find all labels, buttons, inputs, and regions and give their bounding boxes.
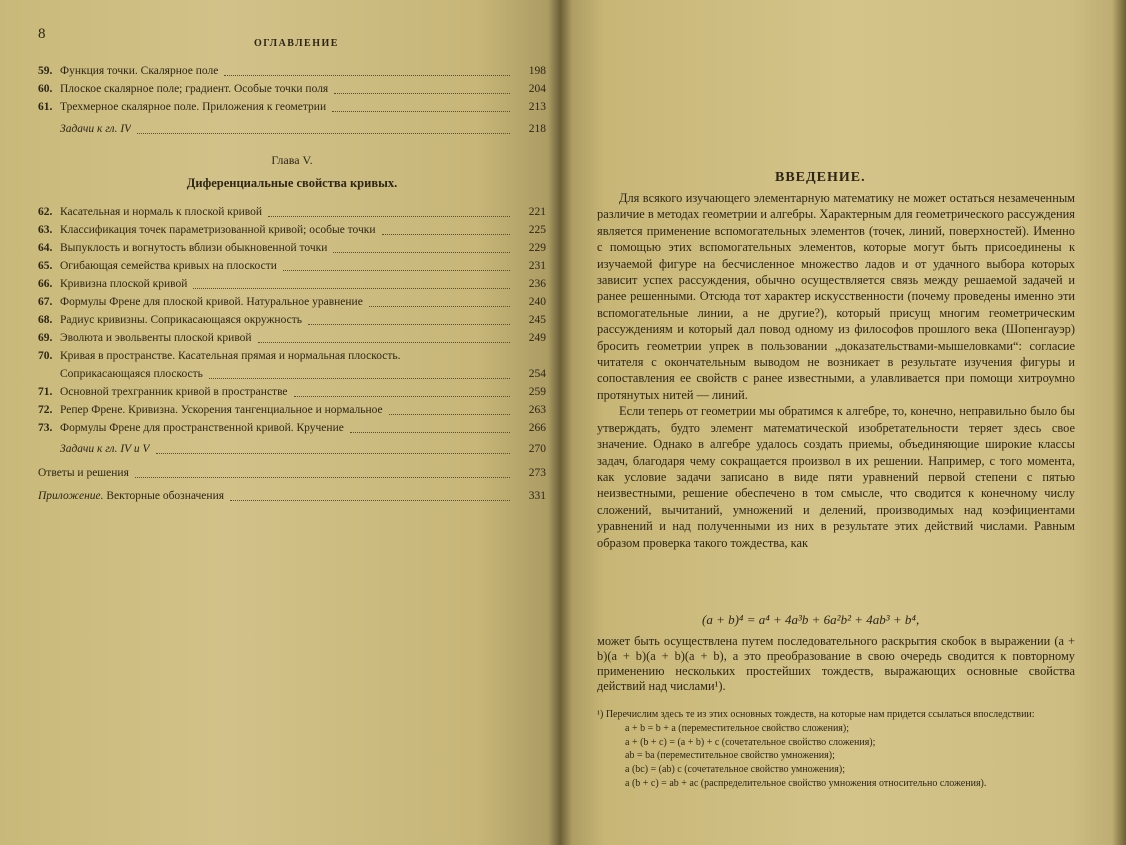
toc-leader	[333, 252, 510, 253]
toc-entry	[38, 275, 546, 293]
toc-entry-number: 62.	[38, 206, 53, 218]
toc-entry-page: 240	[528, 296, 546, 308]
toc-entry	[38, 98, 546, 116]
toc-leader	[294, 396, 510, 397]
page-edge-shadow	[1112, 0, 1126, 845]
toc-leader	[230, 500, 510, 501]
toc-leader	[135, 477, 510, 478]
paragraph: Если теперь от геометрии мы обратимся к алгебре, то, конечно, неправильно было бы утверждать, будто элемент математической изобретательности теряет здесь свое значение. Однако в алгебре удалось создать приемы, объединяющие широкие классы задач, благодаря чему сокращается произвол в их решении. Например, с того момента, как условие задачи записано в виде пяти уравнений первой степени с пятью неизвестными, решение обеспечено в том смысле, что сводится к конечному числу сложений, вычитаний, умножений и делений, производимых над коэфициентами уравнений и над полученными из них в результате этих действий числами. Равным образом проверка такого тождества, как	[597, 404, 1075, 550]
toc-entry-number: 72.	[38, 404, 53, 416]
toc-entry-page: 218	[528, 123, 546, 135]
toc-leader	[369, 306, 510, 307]
toc-entry-number: 71.	[38, 386, 53, 398]
toc-entry-title	[38, 488, 224, 505]
toc-entry-page: 236	[528, 278, 546, 290]
appendix-title: Векторные обозначения	[103, 490, 225, 502]
toc-entry	[38, 419, 546, 437]
toc-entry-number: 63.	[38, 224, 53, 236]
footnote-line: a + (b + c) = (a + b) + c (сочетательное свойство сложения);	[625, 736, 876, 748]
toc-entry	[38, 293, 546, 311]
toc-entry-title: Классификация точек параметризованной кривой; особые точки	[60, 224, 376, 236]
left-page	[0, 0, 560, 845]
toc-leader	[350, 432, 510, 433]
book-gutter	[548, 0, 572, 845]
toc-entry-number: 69.	[38, 332, 53, 344]
toc-leader	[137, 133, 510, 134]
toc-entry-70-line2	[38, 365, 546, 383]
toc-leader	[382, 234, 510, 235]
toc-entry-page: 249	[528, 332, 546, 344]
toc-entry-page: 225	[528, 224, 546, 236]
toc-entry-title: Формулы Френе для плоской кривой. Натуральное уравнение	[60, 296, 363, 308]
toc-entry-number: 68.	[38, 314, 53, 326]
toc-entry-title: Эволюта и эвольвенты плоской кривой	[60, 332, 252, 344]
toc-list-ch5	[38, 203, 546, 505]
page-number: 8	[38, 26, 46, 42]
introduction-body	[597, 190, 1075, 551]
toc-entry-title-continued: Соприкасающаяся плоскость	[60, 368, 203, 380]
toc-entry-title: Функция точки. Скалярное поле	[60, 65, 219, 77]
toc-entry-title: Задачи к гл. IV и V	[60, 443, 150, 455]
introduction-body-continued	[597, 634, 1075, 694]
toc-entry-number: 64.	[38, 242, 53, 254]
toc-leader	[283, 270, 510, 271]
toc-entry-title: Формулы Френе для пространственной кривой. Кручение	[60, 422, 344, 434]
toc-leader	[308, 324, 510, 325]
binomial-formula: (a + b)⁴ = a⁴ + 4a³b + 6a²b² + 4ab³ + b⁴,	[702, 612, 920, 627]
appendix-label: Приложение.	[38, 490, 104, 502]
toc-entry-page: 231	[528, 260, 546, 272]
toc-entry-page: 254	[528, 368, 546, 380]
toc-entry-page: 331	[528, 490, 546, 502]
toc-leader	[258, 342, 510, 343]
toc-leader	[334, 93, 510, 94]
toc-entry-title: Касательная и нормаль к плоской кривой	[60, 206, 263, 218]
toc-entry-title: Кривизна плоской кривой	[60, 278, 188, 290]
toc-entry-page: 270	[528, 443, 546, 455]
toc-entry-title: Плоское скалярное поле; градиент. Особые точки поля	[60, 83, 329, 95]
toc-entry	[38, 221, 546, 239]
toc-leader	[332, 111, 510, 112]
toc-list-top	[38, 62, 546, 138]
toc-entry-page: 266	[528, 422, 546, 434]
toc-leader	[156, 453, 511, 454]
toc-entry-number: 65.	[38, 260, 53, 272]
toc-appendix	[38, 487, 546, 505]
toc-leader	[224, 75, 510, 76]
toc-entry-title: Выпуклость и вогнутость вблизи обыкновенной точки	[60, 242, 328, 254]
toc-entry-page: 204	[528, 83, 546, 95]
chapter-heading	[38, 152, 546, 192]
toc-entry	[38, 203, 546, 221]
toc-entry	[38, 62, 546, 80]
toc-entry-title: Трехмерное скалярное поле. Приложения к геометрии	[60, 101, 327, 113]
toc-problems-4-5	[38, 440, 546, 458]
toc-entry-page: 263	[528, 404, 546, 416]
chapter-title: Диференциальные свойства кривых.	[186, 176, 398, 190]
toc-entry-title: Радиус кривизны. Соприкасающаяся окружность	[60, 314, 302, 326]
toc-leader	[268, 216, 510, 217]
toc-entry	[38, 401, 546, 419]
toc-leader	[209, 378, 510, 379]
toc-entry-page: 213	[528, 101, 546, 113]
footnote-line: a + b = b + a (переместительное свойство сложения);	[625, 722, 850, 734]
toc-entry-title: Задачи к гл. IV	[60, 123, 132, 135]
chapter-label: Глава V.	[271, 153, 313, 167]
footnote-line: a (b + c) = ab + ac (распределительное свойство умножения относительно сложения).	[625, 777, 987, 789]
toc-entry-page: 221	[528, 206, 546, 218]
toc-entry	[38, 311, 546, 329]
toc-header: ОГЛАВЛЕНИЕ	[254, 38, 339, 49]
toc-answers	[38, 464, 546, 482]
toc-entry-page: 273	[528, 467, 546, 479]
toc-entry-70-line1	[38, 347, 546, 365]
toc-entry-title: Репер Френе. Кривизна. Ускорения тангенциальное и нормальное	[60, 404, 383, 416]
toc-entry-page: 229	[528, 242, 546, 254]
toc-entry	[38, 257, 546, 275]
introduction-title: ВВЕДЕНИЕ.	[775, 170, 866, 185]
toc-entry-title: Ответы и решения	[38, 467, 129, 479]
toc-entry-page: 198	[528, 65, 546, 77]
toc-entry	[38, 383, 546, 401]
toc-entry-number: 70.	[38, 350, 53, 362]
footnote	[597, 708, 1083, 791]
toc-entry-title: Основной трехгранник кривой в пространстве	[60, 386, 288, 398]
paragraph: Для всякого изучающего элементарную математику не может остаться незамеченным различие в методах геометрии и алгебры. Характерным для геометрического рассуждения является применение вспомогательных элементов (точек, линий, поверхностей). Именно с помощью этих вспомогательных элементов, которые могут быть присоединены к изучаемой фигуре на бесчисленное множество ладов и от удачного выбора которых зависит успех рассуждения, обычно осуществляется связь между решаемой задачей и ранее решенными. Отсюда тот характер искусственности (почему проведены именно эти вспомогательные линии, а не другие?), который присущ многим геометрическим рассуждениям и который дал повод одному из философов прошлого века (Шопенгауэр) бросить геометрии упрек в пользовании „доказательствами-мышеловками“: согласие читателя с окончательным выводом не возникает в результате изучения фигуры и сопоставления ее свойств с ранее известными, а улавливается при помощи хитроумно протянутых нитей — линий.	[597, 191, 1075, 402]
toc-entry	[38, 329, 546, 347]
toc-entry-title: Кривая в пространстве. Касательная прямая и нормальная плоскость.	[60, 350, 401, 362]
footnote-intro: ¹) Перечислим здесь те из этих основных тождеств, на которые нам придется ссылаться впоследствии:	[597, 709, 1035, 720]
toc-entry-number: 60.	[38, 83, 53, 95]
toc-entry-number: 61.	[38, 101, 53, 113]
toc-leader	[389, 414, 510, 415]
toc-entry	[38, 239, 546, 257]
toc-entry-number: 59.	[38, 65, 53, 77]
paragraph: может быть осуществлена путем последовательного раскрытия скобок в выражении (a + b)(a + b)(a + b)(a + b), а это преобразование в свою очередь сводится к повторному применению нескольких простейших тождеств, выражающих основные свойства действий над числами¹).	[597, 634, 1075, 693]
toc-entry-page: 245	[528, 314, 546, 326]
toc-problems-4	[38, 120, 546, 138]
toc-entry-title: Огибающая семейства кривых на плоскости	[60, 260, 277, 272]
footnote-line: a (bc) = (ab) c (сочетательное свойство умножения);	[625, 764, 845, 776]
footnote-line: ab = ba (переместительное свойство умножения);	[625, 750, 835, 762]
toc-entry-page: 259	[528, 386, 546, 398]
toc-leader	[193, 288, 510, 289]
toc-entry-number: 73.	[38, 422, 53, 434]
toc-entry-number: 66.	[38, 278, 53, 290]
toc-entry-number: 67.	[38, 296, 53, 308]
toc-entry	[38, 80, 546, 98]
